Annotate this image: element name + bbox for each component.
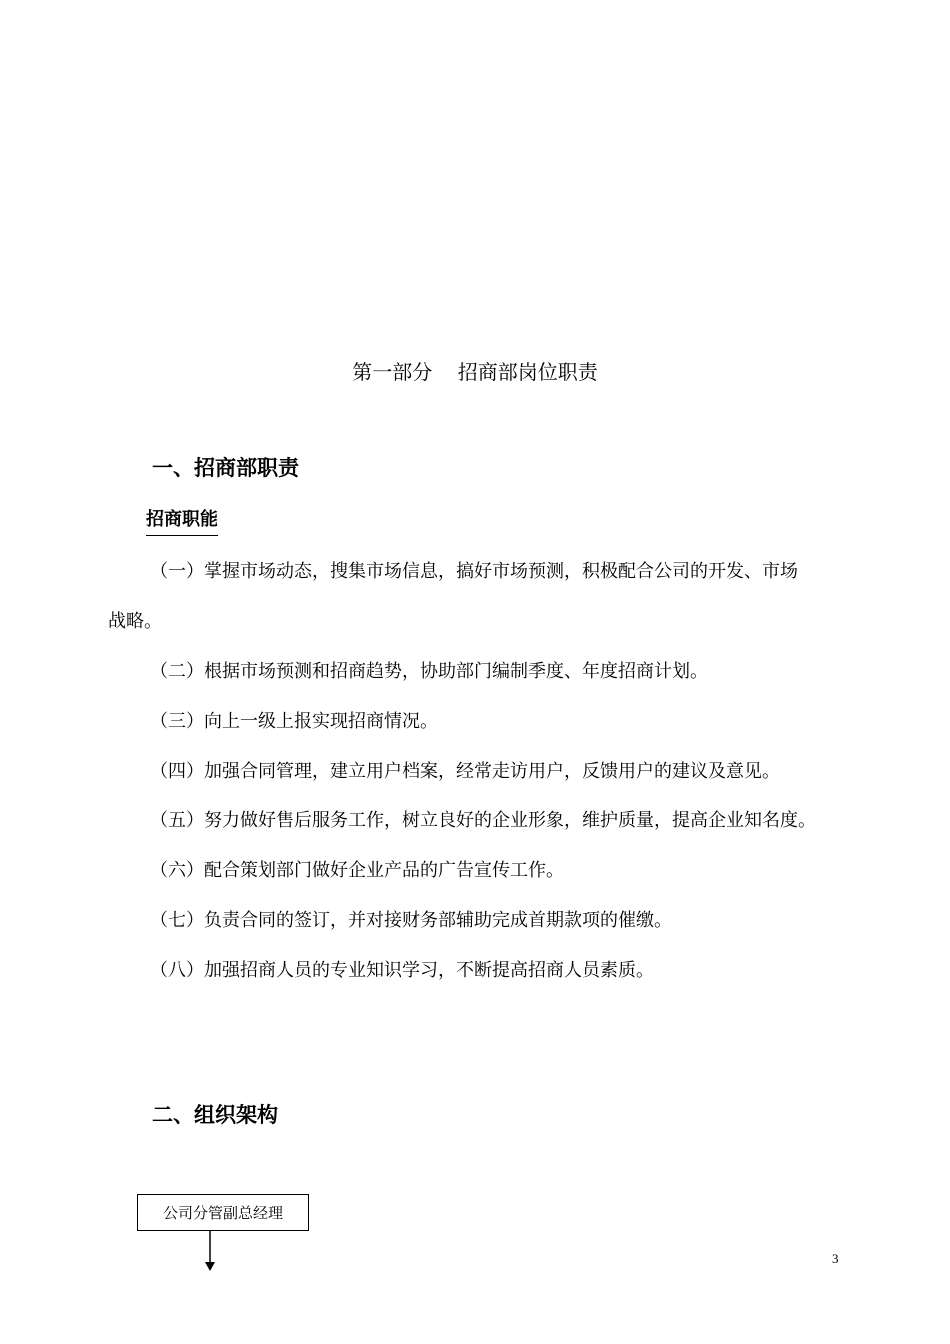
duty-item-1-continued: 战略。 — [108, 611, 162, 632]
section-heading-org-structure: 二、组织架构 — [152, 1103, 278, 1127]
duty-item-7: （七）负责合同的签订，并对接财务部辅助完成首期款项的催缴。 — [150, 910, 672, 931]
duty-item-1: （一）掌握市场动态，搜集市场信息，搞好市场预测，积极配合公司的开发、市场 — [150, 561, 798, 582]
duty-item-6: （六）配合策划部门做好企业产品的广告宣传工作。 — [150, 860, 564, 881]
page-number: 3 — [832, 1251, 839, 1266]
duty-item-5: （五）努力做好售后服务工作，树立良好的企业形象，维护质量，提高企业知名度。 — [150, 810, 816, 831]
org-chart-arrow-down-icon — [199, 1231, 221, 1273]
duty-item-8: （八）加强招商人员的专业知识学习，不断提高招商人员素质。 — [150, 960, 654, 981]
duty-item-4: （四）加强合同管理，建立用户档案，经常走访用户，反馈用户的建议及意见。 — [150, 761, 780, 782]
org-chart-box-label: 公司分管副总经理 — [162, 1204, 283, 1222]
section-heading-responsibilities: 一、招商部职责 — [152, 456, 299, 480]
duty-item-3: （三）向上一级上报实现招商情况。 — [150, 711, 438, 732]
subheading-functions: 招商职能 — [146, 505, 218, 536]
duty-item-2: （二）根据市场预测和招商趋势，协助部门编制季度、年度招商计划。 — [150, 661, 708, 682]
part-title: 第一部分 招商部岗位职责 — [352, 360, 598, 384]
org-chart-box-vice-gm — [137, 1194, 309, 1231]
